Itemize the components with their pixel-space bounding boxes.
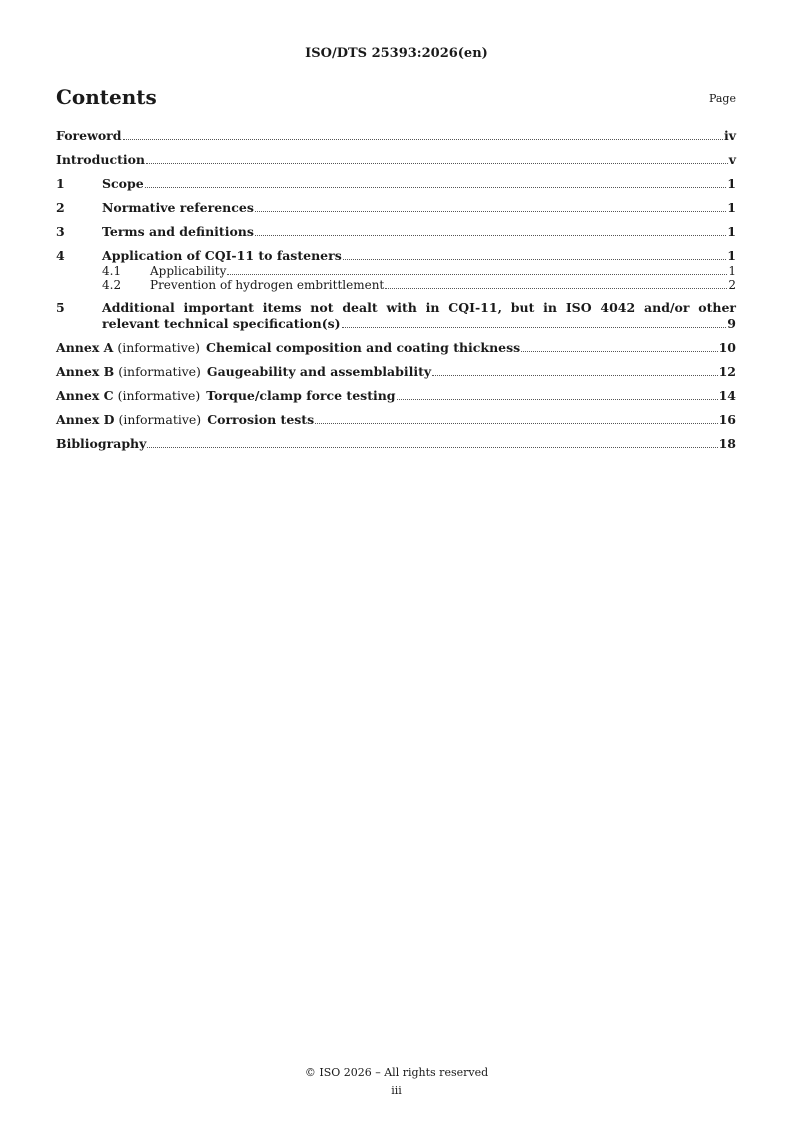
toc-entry-normative-references[interactable]: [56, 200, 736, 216]
toc-page: 10: [718, 340, 736, 355]
toc-page: iv: [723, 128, 736, 143]
dot-leader: [255, 235, 726, 236]
annex-label: Annex B: [56, 364, 115, 379]
toc-entry-annex-c[interactable]: [56, 388, 736, 404]
dot-leader: [521, 351, 717, 352]
annex-type: (informative): [118, 364, 201, 379]
toc-title-line1: Additional important items not dealt with in CQI-11, but in ISO 4042 and/or other: [102, 300, 736, 315]
annex-title: Corrosion tests: [207, 412, 315, 427]
toc-title: Applicability: [150, 264, 227, 278]
toc-number: 5: [56, 300, 65, 315]
annex-title: Chemical composition and coating thickness: [206, 340, 521, 355]
dot-leader: [343, 259, 727, 260]
document-header: ISO/DTS 25393:2026(en): [305, 46, 488, 61]
dot-leader: [315, 423, 717, 424]
toc-page: 16: [718, 412, 736, 427]
annex-title: Torque/clamp force testing: [206, 388, 396, 403]
toc-title: Scope: [102, 176, 144, 191]
copyright-footer: © ISO 2026 – All rights reserved: [304, 1066, 489, 1079]
toc-number: 4.2: [102, 278, 122, 292]
toc-entry-annex-d[interactable]: [56, 412, 736, 428]
toc-page: 1: [727, 224, 736, 239]
toc-entry-annex-a[interactable]: [56, 340, 736, 356]
toc-entry-introduction[interactable]: [56, 152, 736, 168]
toc-number: 4: [56, 248, 65, 263]
toc-number: 1: [56, 176, 65, 191]
annex-label: Annex D: [56, 412, 115, 427]
toc-entry-applicability[interactable]: [56, 264, 736, 278]
toc-entry-terms-and-definitions[interactable]: [56, 224, 736, 240]
dot-leader: [255, 211, 726, 212]
contents-title: Contents: [56, 85, 157, 109]
page-number: iii: [391, 1084, 402, 1097]
toc-page: 18: [718, 436, 736, 451]
toc-title: Introduction: [56, 152, 146, 167]
annex-type: (informative): [118, 412, 202, 427]
toc-page: 1: [728, 264, 736, 278]
dot-leader: [147, 447, 717, 448]
annex-type: (informative): [117, 340, 201, 355]
toc-entry-bibliography[interactable]: [56, 436, 736, 452]
toc-number: 3: [56, 224, 65, 239]
toc-title: Prevention of hydrogen embrittlement: [150, 278, 385, 292]
page-column-label: Page: [708, 92, 736, 105]
toc-page: 9: [727, 316, 736, 331]
toc-title: Terms and definitions: [102, 224, 254, 239]
toc-page: 1: [727, 200, 736, 215]
dot-leader: [146, 163, 728, 164]
toc-page: 12: [718, 364, 736, 379]
toc-title: Application of CQI-11 to fasteners: [102, 248, 342, 263]
annex-label: Annex A: [56, 340, 114, 355]
annex-type: (informative): [117, 388, 201, 403]
toc-title: Bibliography: [56, 436, 147, 451]
toc-page: 14: [718, 388, 736, 403]
dot-leader: [145, 187, 727, 188]
dot-leader: [227, 274, 727, 275]
toc-title-wrap: [102, 300, 736, 332]
toc-title: Foreword: [56, 128, 122, 143]
toc-entry-hydrogen-embrittlement[interactable]: [56, 278, 736, 292]
toc-page: v: [728, 152, 736, 167]
dot-leader: [397, 399, 718, 400]
toc-number: 4.1: [102, 264, 122, 278]
dot-leader: [432, 375, 717, 376]
toc-entry-annex-b[interactable]: [56, 364, 736, 380]
dot-leader: [123, 139, 723, 140]
toc-title-line2: relevant technical specification(s): [102, 316, 341, 331]
toc-entry-application-cqi-11[interactable]: [56, 248, 736, 264]
toc-title: Normative references: [102, 200, 254, 215]
toc-entry-scope[interactable]: [56, 176, 736, 192]
toc-page: 1: [727, 248, 736, 263]
annex-label: Annex C: [56, 388, 114, 403]
dot-leader: [385, 288, 727, 289]
annex-title: Gaugeability and assemblability: [206, 364, 432, 379]
table-of-contents: [56, 128, 736, 452]
toc-number: 2: [56, 200, 65, 215]
toc-entry-foreword[interactable]: [56, 128, 736, 144]
toc-page: 2: [728, 278, 736, 292]
toc-entry-additional-items[interactable]: [56, 300, 736, 332]
toc-page: 1: [727, 176, 736, 191]
dot-leader: [342, 327, 727, 328]
